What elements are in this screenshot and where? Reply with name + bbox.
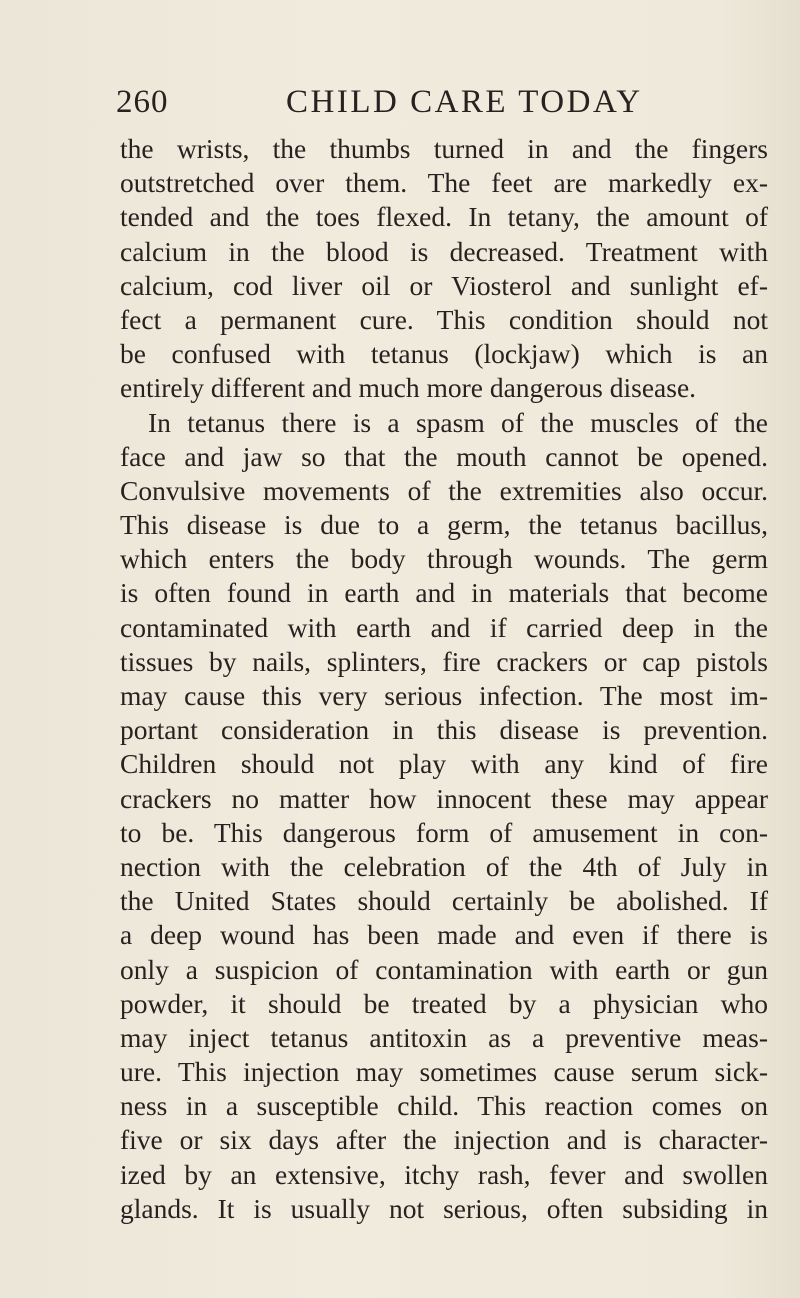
- text-line: ure. This injection may sometimes cause serum sick-: [120, 1056, 768, 1088]
- text-line: outstretched over them. The feet are markedly ex-: [120, 167, 768, 199]
- text-line: Convulsive movements of the extremities also occur.: [120, 474, 768, 506]
- text-line: fect a permanent cure. This condition should not: [120, 303, 768, 335]
- text-line: the United States should certainly be abolished. If: [120, 885, 768, 917]
- text-line: ized by an extensive, itchy rash, fever and swollen: [120, 1158, 768, 1190]
- text-line: is often found in earth and in materials that become: [120, 577, 768, 609]
- text-line: glands. It is usually not serious, often subsiding in: [120, 1192, 768, 1224]
- text-line: This disease is due to a germ, the tetanus bacillus,: [120, 509, 768, 541]
- text-line: ness in a susceptible child. This reaction comes on: [120, 1090, 768, 1122]
- running-head: CHILD CARE TODAY: [286, 84, 643, 120]
- text-line: nection with the celebration of the 4th of July in: [120, 850, 768, 882]
- text-line: tissues by nails, splinters, fire crackers or cap pistols: [120, 645, 768, 677]
- page-header: [116, 78, 776, 128]
- text-line: contaminated with earth and if carried deep in the: [120, 611, 768, 643]
- text-line: may cause this very serious infection. The most im-: [120, 680, 768, 711]
- text-line: only a suspicion of contamination with earth or gun: [120, 953, 768, 985]
- text-line: portant consideration in this disease is prevention.: [120, 714, 768, 746]
- text-line: calcium in the blood is decreased. Treatment with: [120, 235, 768, 267]
- text-line: calcium, cod liver oil or Viosterol and sunlight ef-: [120, 269, 768, 301]
- text-line: the wrists, the thumbs turned in and the fingers: [120, 133, 768, 164]
- text-line: five or six days after the injection and is character-: [120, 1124, 768, 1156]
- text-line: which enters the body through wounds. The germ: [120, 543, 768, 575]
- text-line: tended and the toes flexed. In tetany, the amount of: [120, 201, 768, 233]
- text-line: a deep wound has been made and even if there is: [120, 919, 768, 951]
- paragraph-start-line: In tetanus there is a spasm of the muscles of the: [148, 406, 768, 438]
- text-line: face and jaw so that the mouth cannot be opened.: [120, 440, 768, 472]
- paragraph-end-line: entirely different and much more dangerous disease.: [120, 372, 697, 404]
- text-line: to be. This dangerous form of amusement in con-: [120, 816, 768, 848]
- text-line: powder, it should be treated by a physician who: [120, 987, 768, 1019]
- text-line: may inject tetanus antitoxin as a preventive meas-: [120, 1021, 768, 1053]
- body-text: [120, 132, 768, 1226]
- text-line: Children should not play with any kind of fire: [120, 748, 768, 780]
- text-line: be confused with tetanus (lockjaw) which is an: [120, 338, 768, 370]
- page-number: 260: [116, 84, 169, 120]
- text-line: crackers no matter how innocent these may appear: [120, 782, 768, 814]
